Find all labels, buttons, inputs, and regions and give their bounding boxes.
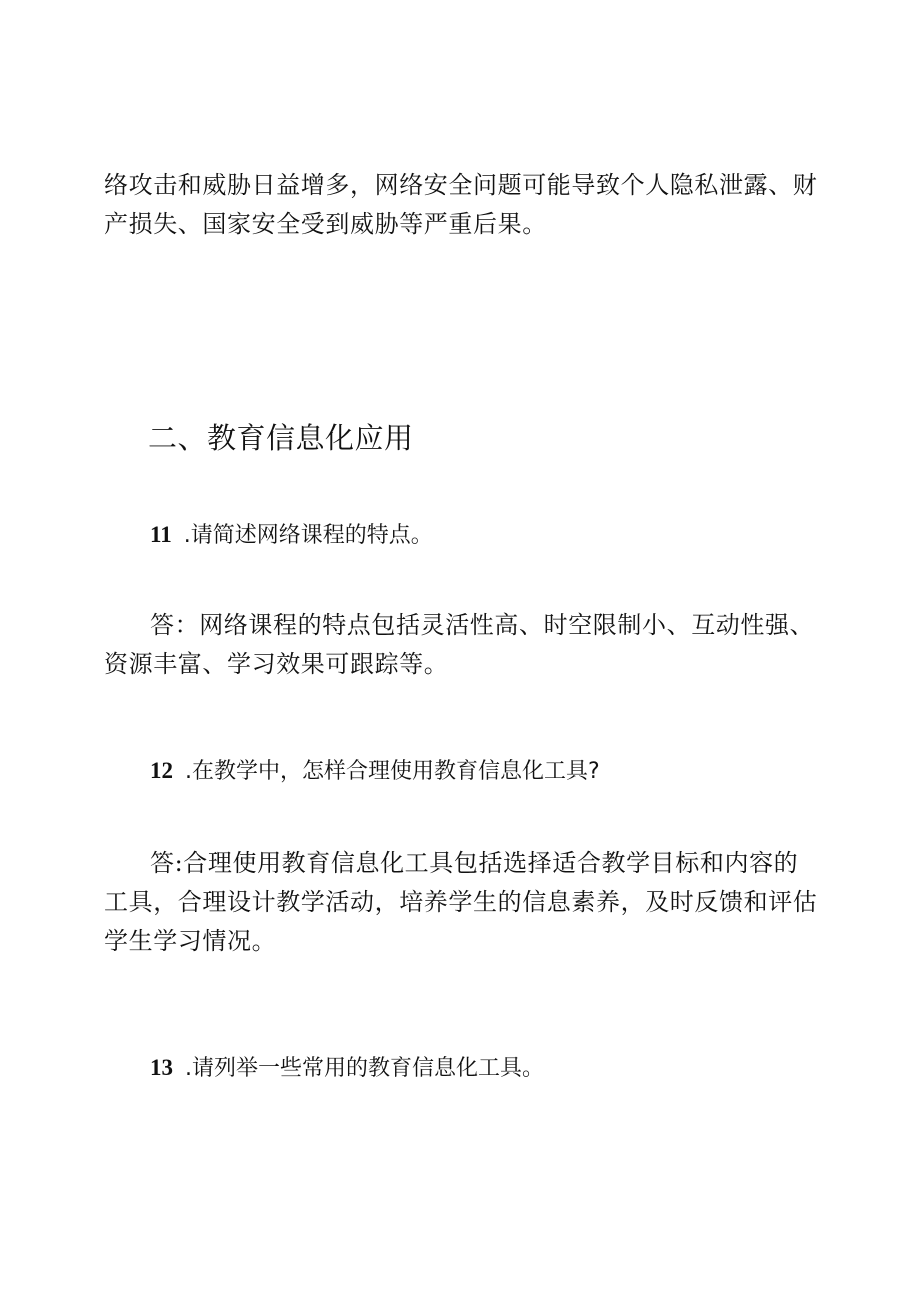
question-text: .请列举一些常用的教育信息化工具。: [185, 1056, 544, 1081]
section-heading: 二、教育信息化应用: [148, 421, 414, 455]
question-13: [150, 1051, 544, 1086]
answer-12: 答:合理使用教育信息化工具包括选择适合教学目标和内容的工具，合理设计教学活动，培养学生的信息素养，及时反馈和评估学生学习情况。: [104, 849, 818, 955]
answer-11: 答：网络课程的特点包括灵活性高、时空限制小、互动性强、资源丰富、学习效果可跟踪等。: [104, 611, 815, 678]
intro-paragraph: 络攻击和威胁日益增多，网络安全问题可能导致个人隐私泄露、财产损失、国家安全受到威胁等严重后果。: [104, 171, 818, 238]
question-12: [150, 754, 600, 789]
question-11: [150, 518, 433, 553]
question-text: .在教学中，怎样合理使用教育信息化工具?: [185, 759, 600, 784]
question-number: 11: [150, 522, 172, 547]
question-number: 13: [150, 1055, 173, 1080]
question-number: 12: [150, 758, 173, 783]
question-text: .请简述网络课程的特点。: [183, 523, 433, 548]
